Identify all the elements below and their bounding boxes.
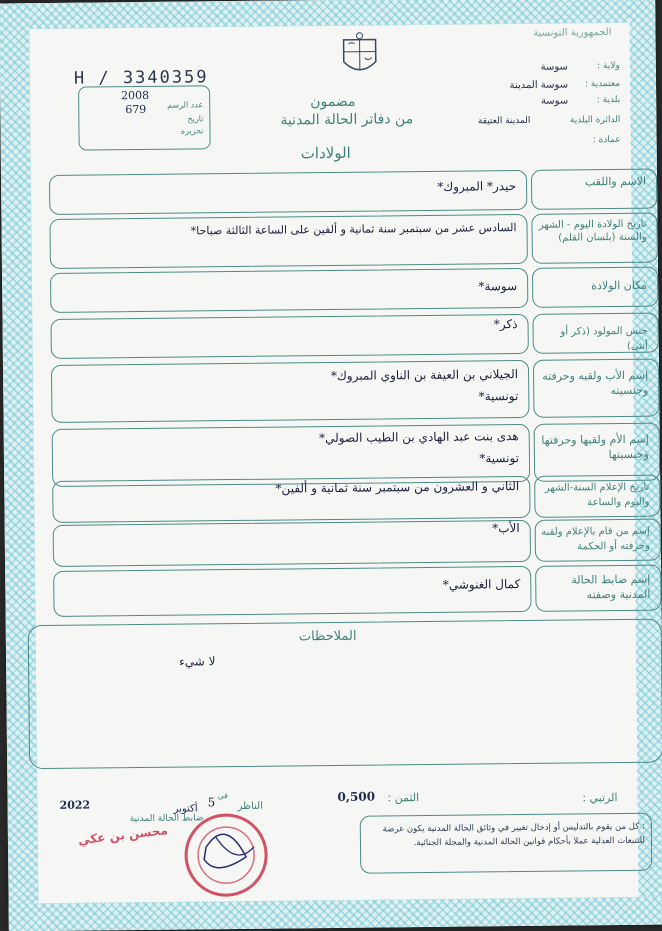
- birth-place-value: سوسة*: [478, 279, 517, 293]
- stamp-duty-label: الرتبي :: [582, 791, 617, 804]
- year-value: 2022: [59, 799, 90, 812]
- mother-value: هدى بنت عبد الهادي بن الطيب الصولي*: [319, 429, 519, 445]
- tunisia-emblem-icon: [337, 31, 382, 79]
- label-box-mother: إسم الأم ولقبها وحرفتها وجنسيتها: [534, 423, 661, 482]
- value-box-name: [49, 170, 527, 215]
- label-box-name: الاسم واللقب: [531, 169, 657, 210]
- officer-value: كمال الغنوشي*: [443, 577, 521, 592]
- label-box-birth-place: مكان الولادة: [532, 267, 658, 308]
- municipal-district-label: الدائرة البلدية: [570, 115, 621, 126]
- label-box-father: إسم الأب ولقبه وحرفته وجنسيته: [533, 359, 660, 418]
- name-value: حيدر* المبروك*: [437, 179, 516, 194]
- month-value: أكتوبر: [174, 803, 198, 814]
- governorate-value: سوسة: [541, 62, 568, 73]
- declaration-date-value: الثاني و العشرون من سبتمبر سنة ثمانية و ألفين*: [275, 479, 519, 496]
- warning-text: : كل من يقوم بالتدليس أو إدخال تغيير في وثائق الحالة المدنية يكون عرضة للتتبعات العدلية عملا بأحكام قوانين الحالة المدنية والمجلة الجنائية.: [369, 820, 645, 851]
- officer-title: الناظر: [238, 801, 263, 812]
- governorate-label: ولاية :: [597, 61, 620, 71]
- sex-value: ذكر*: [494, 317, 518, 331]
- declarant-value: الأب*: [492, 521, 520, 535]
- document-body: [29, 23, 638, 903]
- official-stamp-icon: [176, 807, 277, 902]
- delegation-label: معتمدية :: [585, 79, 620, 89]
- sector-label: عمادة :: [593, 135, 621, 145]
- value-box-declarant: [53, 520, 531, 567]
- municipality-value: سوسة: [541, 96, 568, 107]
- value-box-declaration-date: [52, 476, 530, 523]
- notes-box: [28, 619, 662, 770]
- label-box-sex: جنس المولود (ذكر أو أنثى): [532, 313, 658, 354]
- value-box-birth-place: [50, 268, 528, 313]
- warning-box: [360, 813, 653, 874]
- city-label: في: [217, 791, 228, 800]
- officer-subtitle: ضابط الحالة المدنية: [130, 813, 204, 824]
- father-nationality: تونسية*: [479, 389, 519, 403]
- label-box-birth-date: تاريخ الولادة اليوم - الشهر والسنة (بلسان القلم): [531, 213, 658, 264]
- reference-year: 2008: [121, 89, 149, 102]
- notes-title: الملاحظات: [299, 629, 357, 645]
- value-box-birth-date: [49, 214, 527, 269]
- drafting-label: تحريره: [181, 126, 204, 135]
- stamp-text: محسن بن عكي: [77, 823, 168, 847]
- reference-box: [78, 85, 211, 150]
- birth-date-value: السادس عشر من سبتمبر سنة ثمانية و ألفين على الساعة الثالثة صباحا*: [191, 221, 517, 237]
- act-number-label: عدد الرسم: [167, 100, 203, 109]
- mother-nationality: تونسية*: [479, 451, 519, 465]
- municipal-district-value: المدينة العتيقة: [478, 116, 531, 127]
- price-label: الثمن :: [387, 791, 419, 804]
- delegation-value: سوسة المدينة: [510, 80, 569, 92]
- reference-number: 679: [125, 103, 146, 116]
- price-value: 0,500: [337, 790, 375, 804]
- day-value: 5: [207, 795, 215, 809]
- value-box-sex: [50, 314, 528, 359]
- label-box-officer: إسم ضابط الحالة المدنية وصفته: [535, 565, 661, 612]
- notes-value: لا شيء: [179, 654, 216, 668]
- label-box-declarant: إسم من قام بالإعلام ولقبه وحرفته أو الحكمة: [535, 519, 661, 562]
- date-label: تاريخ: [187, 114, 203, 123]
- republic-label: الجمهورية التونسية: [533, 27, 611, 39]
- municipality-label: بلدية :: [597, 95, 621, 105]
- value-box-father: [51, 360, 530, 423]
- title-line2: من دفاتر الحالة المدنية: [280, 111, 413, 128]
- title-births: الولادات: [301, 144, 351, 163]
- father-value: الجيلاني بن العيفة بن الناوي المبروك*: [331, 367, 518, 383]
- label-box-declaration-date: تاريخ الإعلام السنة-الشهر واليوم والساعة: [534, 475, 660, 518]
- serial-number: H / 3340359: [74, 67, 209, 88]
- value-box-officer: [53, 566, 531, 617]
- title-line1: مضمون: [310, 94, 355, 110]
